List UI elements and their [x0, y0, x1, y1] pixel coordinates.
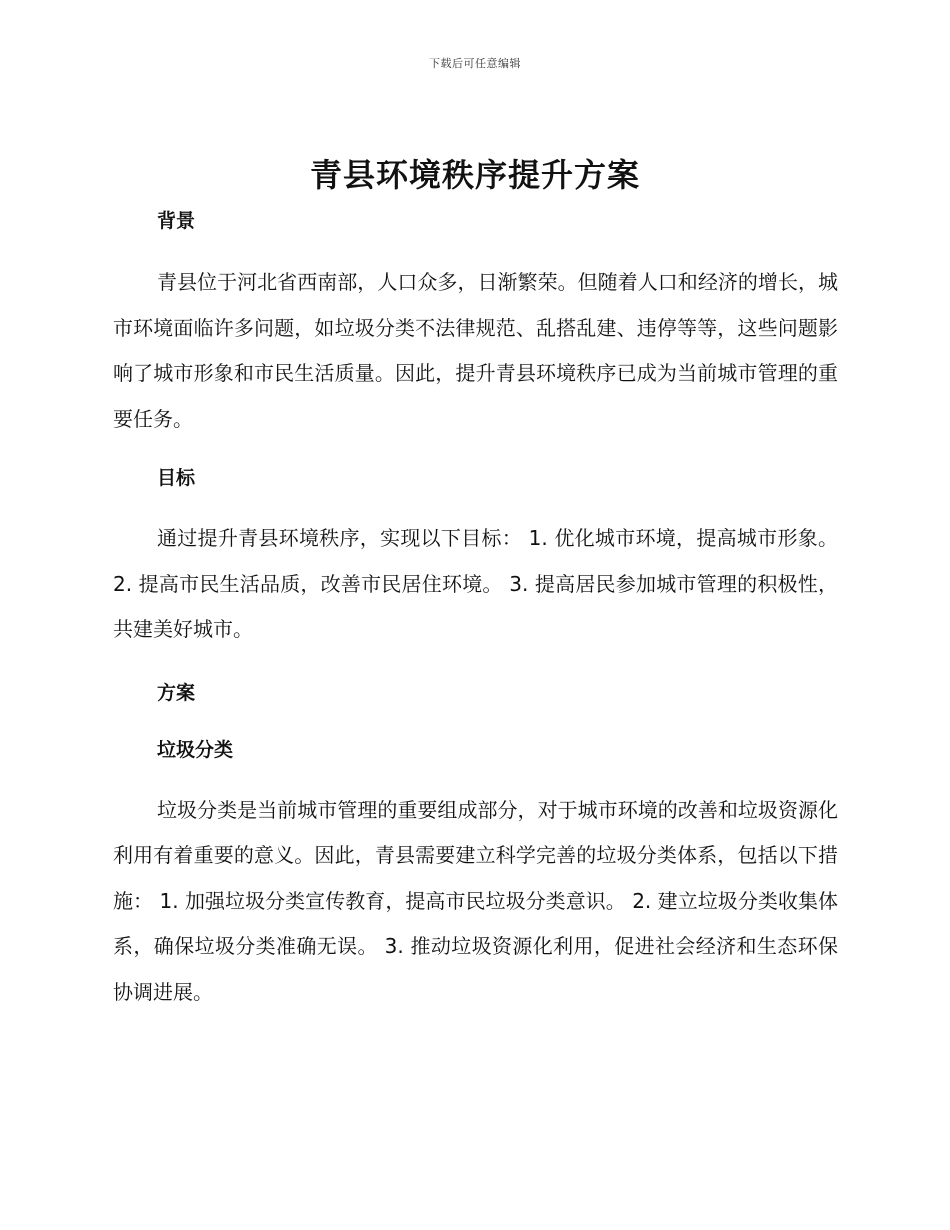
document-title: 青县环境秩序提升方案	[309, 156, 640, 194]
heading-goal: 目标	[157, 467, 196, 489]
header-note: 下载后可任意编辑	[429, 57, 521, 70]
heading-plan: 方案	[157, 681, 196, 704]
heading-background: 背景	[157, 210, 196, 232]
paragraph-goal: 通过提升青县环境秩序，实现以下目标： 1. 优化城市环境，提高城市形象。 2. 提高市民生活品质，改善市民居住环境。 3. 提高居民参加城市管理的积极性，共建美好城市。	[113, 526, 838, 641]
paragraph-waste-sorting: 垃圾分类是当前城市管理的重要组成部分，对于城市环境的改善和垃圾资源化利用有着重要的意义。因此，青县需要建立科学完善的垃圾分类体系，包括以下措施： 1. 加强垃圾分类宣传教育，提高市民垃圾分类意识。 2. 建立垃圾分类收集体系，确保垃圾分类准确无误。 3. 推动垃圾资源化利用，促进社会经济和生态环保协调进展。	[113, 797, 838, 1004]
document-body	[113, 205, 838, 1015]
heading-waste-sorting: 垃圾分类	[157, 738, 234, 761]
paragraph-background: 青县位于河北省西南部，人口众多，日渐繁荣。但随着人口和经济的增长，城市环境面临许多问题，如垃圾分类不法律规范、乱搭乱建、违停等等，这些问题影响了城市形象和市民生活质量。因此，提升青县环境秩序已成为当前城市管理的重要任务。	[113, 270, 838, 431]
